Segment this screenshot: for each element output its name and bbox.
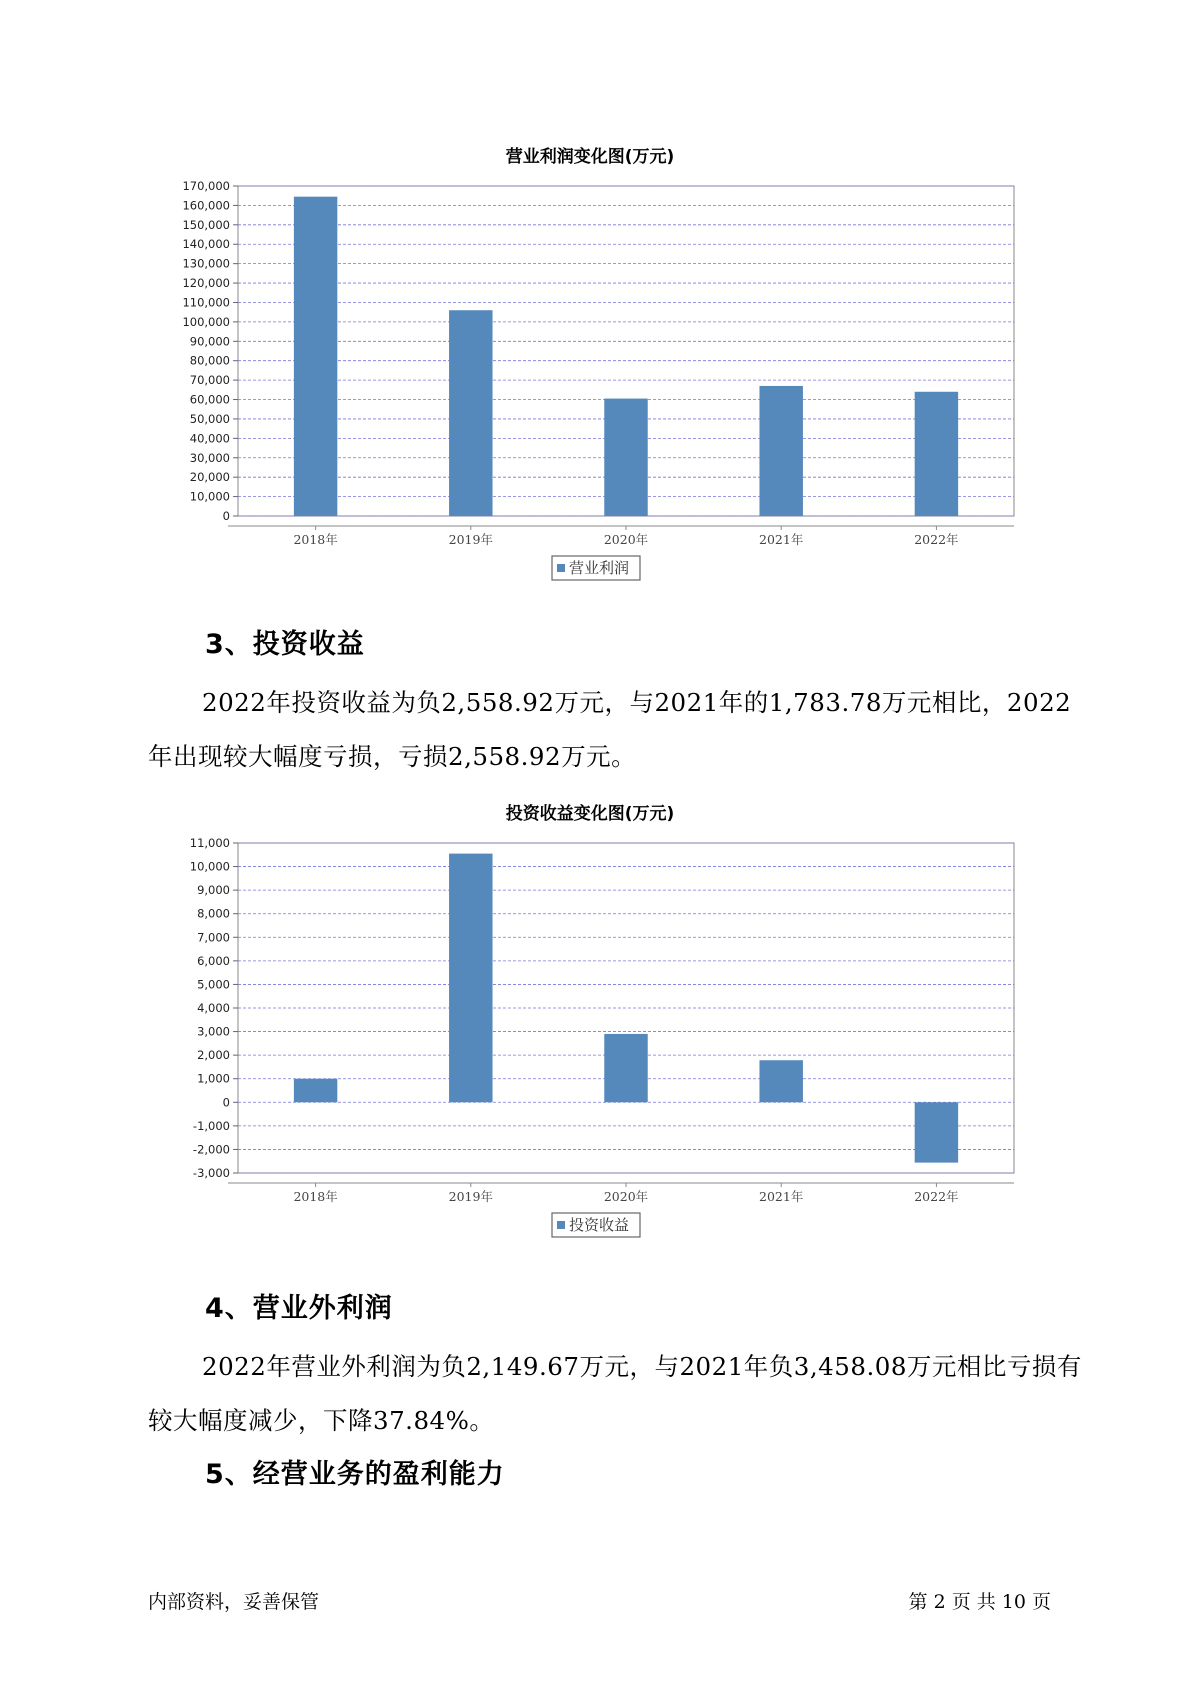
- y-tick-label: -1,000: [192, 1118, 230, 1133]
- y-tick-label: 10,000: [189, 859, 230, 874]
- x-category-label: 2020年: [603, 532, 649, 547]
- y-tick-label: 150,000: [182, 217, 230, 232]
- y-tick-label: 120,000: [182, 276, 230, 291]
- x-category-label: 2022年: [914, 532, 959, 547]
- y-tick-label: 10,000: [189, 489, 230, 504]
- y-tick-label: -2,000: [192, 1142, 230, 1157]
- bar-2022年: [915, 1102, 958, 1162]
- y-tick-label: 70,000: [189, 373, 230, 388]
- y-tick-label: 140,000: [182, 237, 230, 252]
- y-tick-label: 6,000: [197, 953, 230, 968]
- bar-2022年: [915, 392, 958, 516]
- x-category-label: 2022年: [914, 1189, 959, 1204]
- section-3-heading: 3、投资收益: [205, 629, 365, 660]
- y-tick-label: 130,000: [182, 256, 230, 271]
- y-tick-label: 9,000: [197, 883, 230, 898]
- x-category-label: 2021年: [759, 1189, 804, 1204]
- bar-2020年: [604, 399, 647, 516]
- investment-income-chart: [160, 795, 1020, 1247]
- y-tick-label: 0: [222, 1095, 230, 1110]
- y-tick-label: 80,000: [189, 353, 230, 368]
- bar-2018年: [294, 1079, 337, 1103]
- y-tick-label: 30,000: [189, 450, 230, 465]
- section-4-heading: 4、营业外利润: [205, 1293, 393, 1324]
- y-tick-label: 5,000: [197, 977, 230, 992]
- legend-swatch: [557, 564, 565, 572]
- operating-profit-chart: [160, 138, 1020, 590]
- y-tick-label: 8,000: [197, 906, 230, 921]
- bar-2020年: [604, 1034, 647, 1102]
- y-tick-label: -3,000: [192, 1166, 230, 1180]
- y-tick-label: 4,000: [197, 1001, 230, 1015]
- y-tick-label: 100,000: [182, 314, 230, 329]
- x-category-label: 2021年: [759, 532, 804, 547]
- y-tick-label: 11,000: [189, 836, 230, 850]
- section-5-heading: 5、经营业务的盈利能力: [205, 1459, 505, 1490]
- bar-2018年: [294, 197, 337, 516]
- y-tick-label: 7,000: [197, 930, 230, 945]
- section-4-paragraph: 2022年营业外利润为负2,149.67万元，与2021年负3,458.08万元相比亏损有较大幅度减少，下降37.84%。: [148, 1352, 1082, 1435]
- y-tick-label: 60,000: [189, 392, 230, 407]
- y-tick-label: 160,000: [182, 198, 230, 213]
- bar-2021年: [759, 386, 802, 516]
- chart-title: 营业利润变化图(万元): [505, 147, 675, 167]
- chart-title: 投资收益变化图(万元): [505, 804, 675, 824]
- bar-2019年: [449, 310, 492, 516]
- x-category-label: 2020年: [603, 1189, 649, 1204]
- y-tick-label: 1,000: [197, 1071, 230, 1086]
- y-tick-label: 40,000: [189, 431, 230, 446]
- bar-2019年: [449, 854, 492, 1103]
- investment-income-chart-svg: [160, 795, 1020, 1247]
- y-tick-label: 50,000: [189, 411, 230, 426]
- x-category-label: 2019年: [448, 1189, 493, 1204]
- legend-label: 营业利润: [569, 559, 630, 577]
- y-tick-label: 110,000: [182, 295, 230, 310]
- operating-profit-chart-svg: [160, 138, 1020, 590]
- y-tick-label: 2,000: [197, 1048, 230, 1063]
- x-category-label: 2018年: [293, 532, 338, 547]
- bar-2021年: [759, 1060, 802, 1102]
- x-category-label: 2018年: [293, 1189, 338, 1204]
- legend-swatch: [557, 1221, 565, 1229]
- y-tick-label: 20,000: [189, 470, 230, 485]
- x-category-label: 2019年: [448, 532, 493, 547]
- section-3-paragraph: 2022年投资收益为负2,558.92万元，与2021年的1,783.78万元相比，2022年出现较大幅度亏损，亏损2,558.92万元。: [148, 688, 1072, 771]
- y-tick-label: 90,000: [189, 334, 230, 349]
- y-tick-label: 0: [222, 509, 230, 523]
- footer-confidential-note: 内部资料，妥善保管: [148, 1591, 320, 1613]
- footer-page-number: 第 2 页 共 10 页: [908, 1591, 1051, 1613]
- legend-label: 投资收益: [569, 1216, 630, 1234]
- y-tick-label: 3,000: [197, 1024, 230, 1039]
- y-tick-label: 170,000: [182, 179, 230, 193]
